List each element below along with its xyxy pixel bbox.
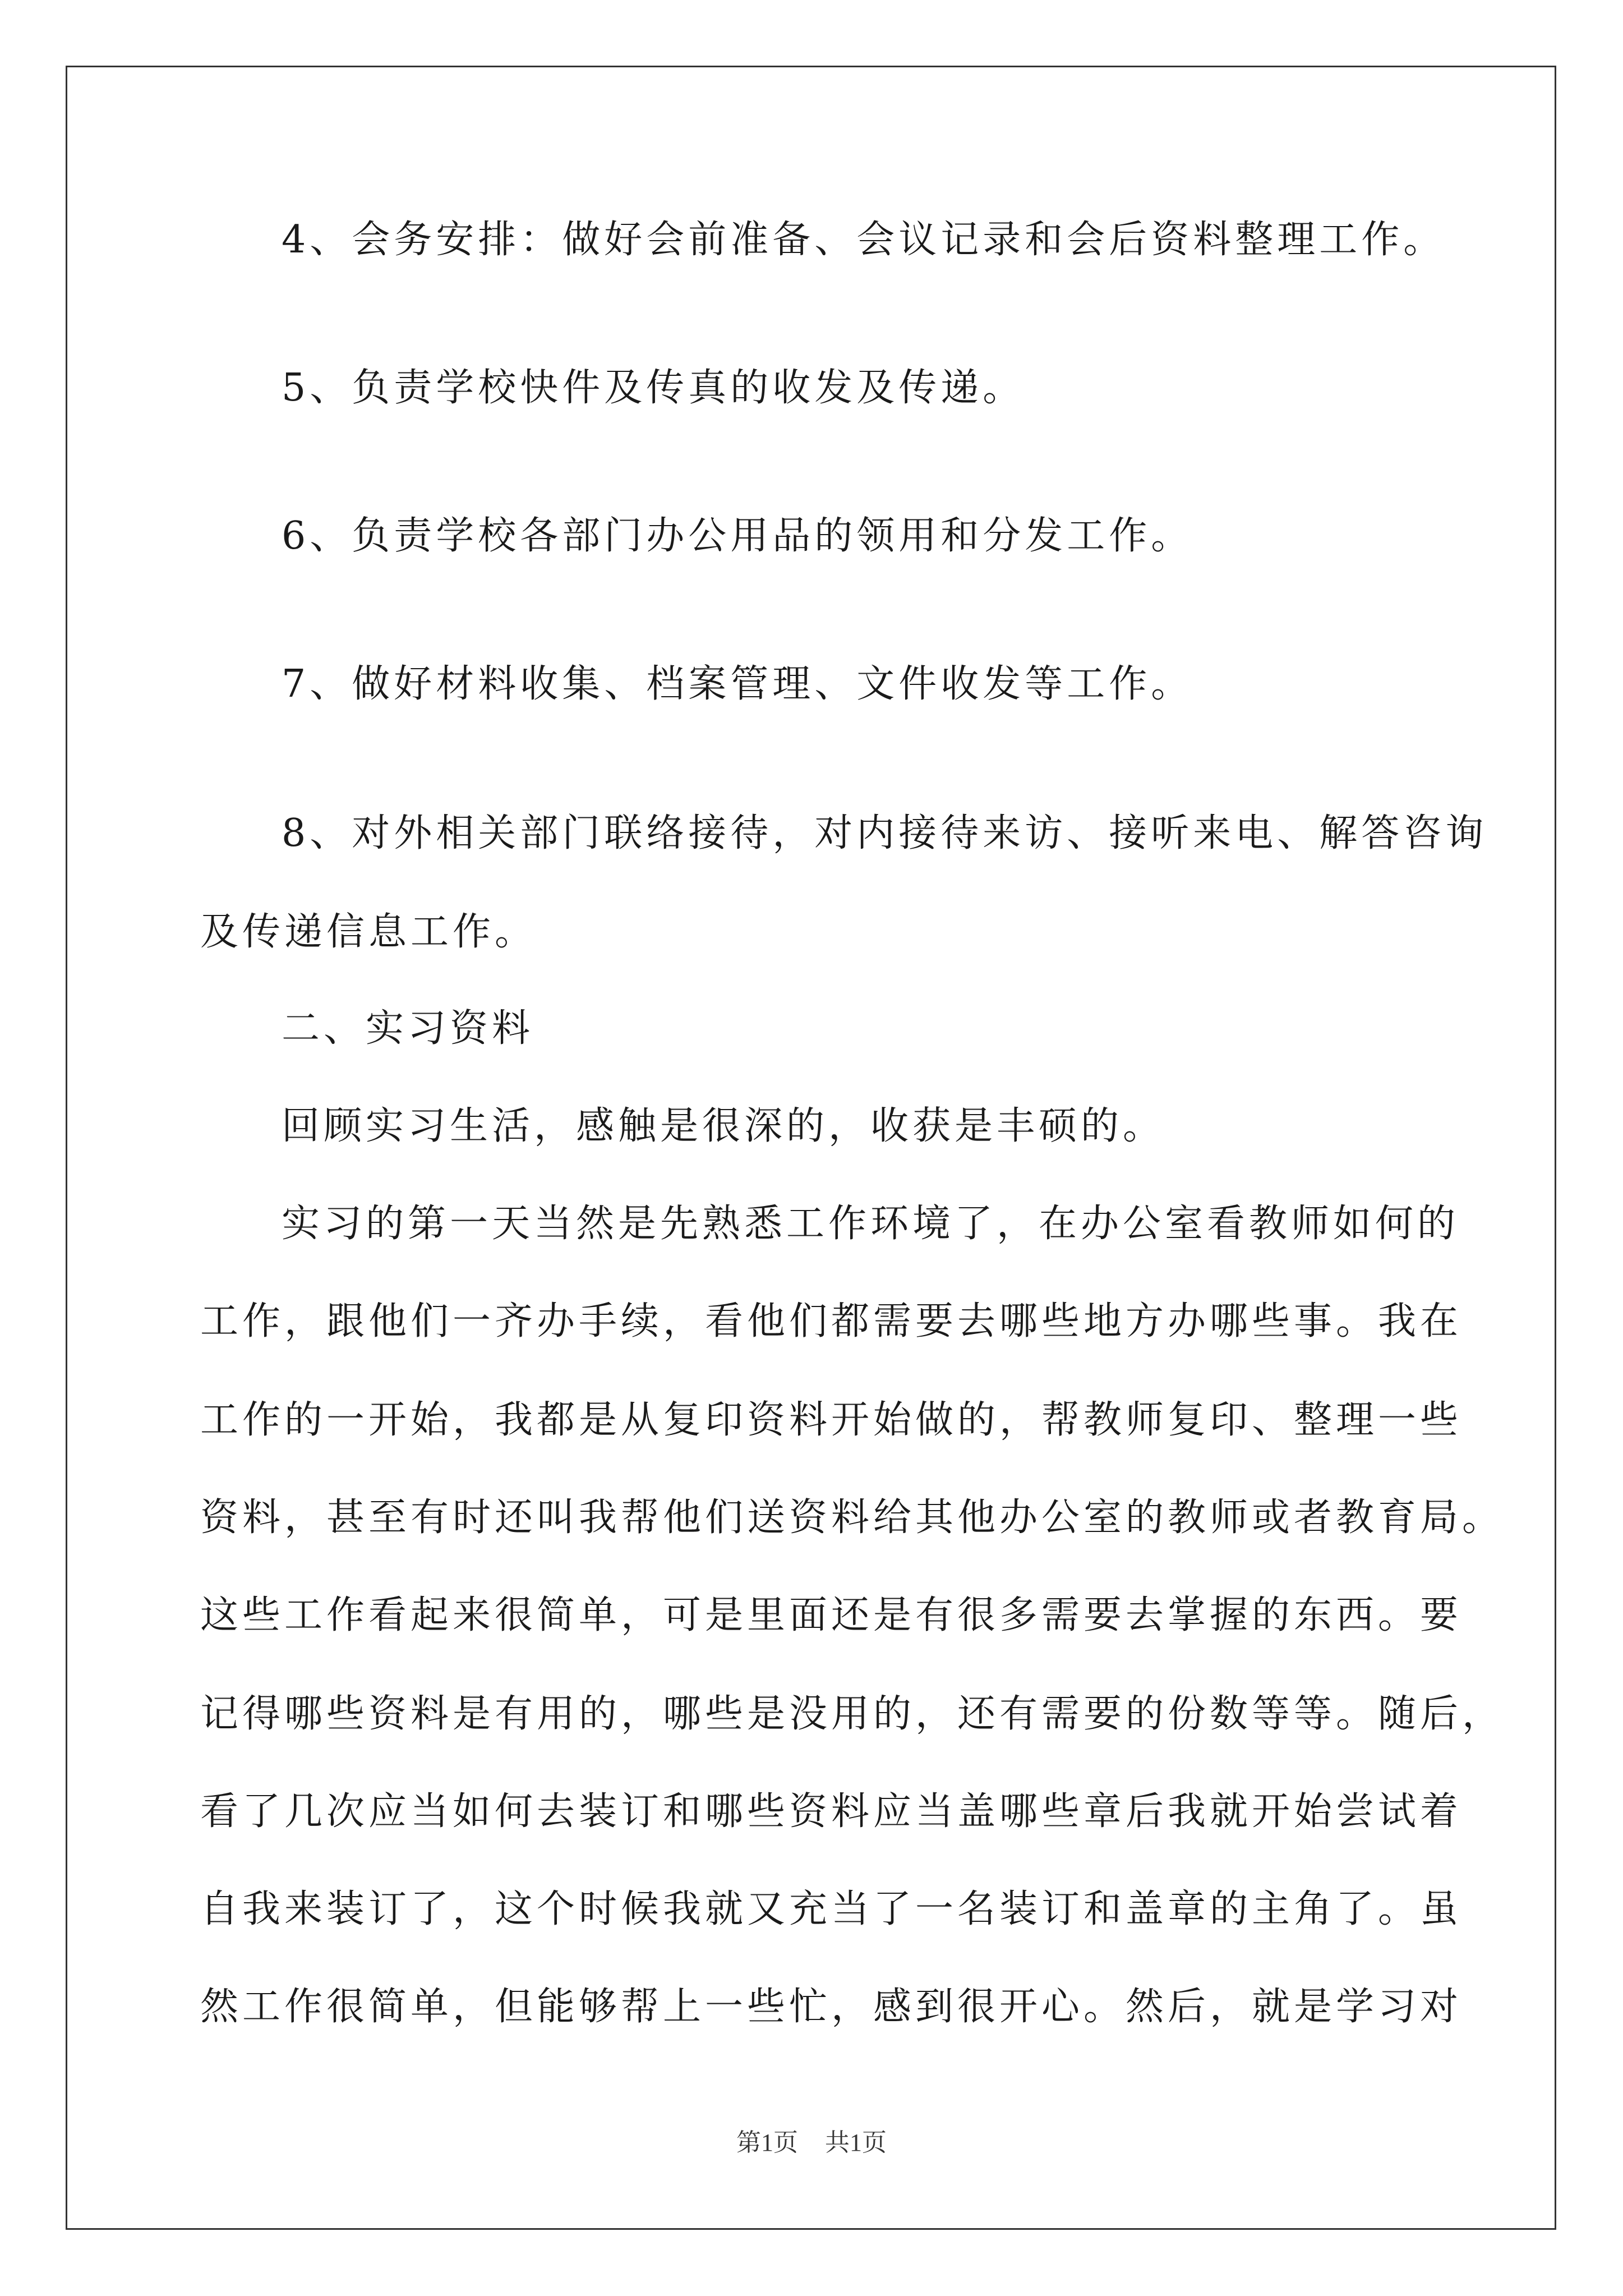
list-item-8: 8、对外相关部门联络接待，对内接待来访、接听来电、解答咨询 [282,811,1488,855]
list-item-6: 6、负责学校各部门办公用品的领用和分发工作。 [282,514,1193,558]
list-item-8-continued: 及传递信息工作。 [200,910,537,954]
paragraph-line: 工作的一开始，我都是从复印资料开始做的，帮教师复印、整理一些 [200,1398,1463,1442]
page-footer [0,2126,1623,2160]
paragraph-line: 实习的第一天当然是先熟悉工作环境了，在办公室看教师如何的 [282,1202,1460,1246]
paragraph-line: 这些工作看起来很简单，可是里面还是有很多需要去掌握的东西。要 [200,1593,1463,1637]
list-item-4: 4、会务安排：做好会前准备、会议记录和会后资料整理工作。 [282,218,1446,262]
list-item-5: 5、负责学校快件及传真的收发及传递。 [282,366,1025,410]
paragraph-line: 回顾实习生活，感触是很深的，收获是丰硕的。 [282,1104,1165,1148]
page-number: 第1页 [736,2129,798,2156]
paragraph-line: 然工作很简单，但能够帮上一些忙，感到很开心。然后，就是学习对 [200,1985,1463,2029]
page-total: 共1页 [825,2129,887,2156]
paragraph-line: 自我来装订了，这个时候我就又充当了一名装订和盖章的主角了。虽 [200,1887,1463,1931]
paragraph-line: 资料，甚至有时还叫我帮他们送资料给其他办公室的教师或者教育局。 [200,1496,1505,1540]
list-item-7: 7、做好材料收集、档案管理、文件收发等工作。 [282,662,1193,706]
paragraph-line: 记得哪些资料是有用的，哪些是没用的，还有需要的份数等等。随后， [200,1692,1505,1736]
paragraph-line: 工作，跟他们一齐办手续，看他们都需要去哪些地方办哪些事。我在 [200,1299,1463,1343]
section-heading: 二、实习资料 [282,1006,534,1051]
paragraph-line: 看了几次应当如何去装订和哪些资料应当盖哪些章后我就开始尝试着 [200,1789,1463,1834]
